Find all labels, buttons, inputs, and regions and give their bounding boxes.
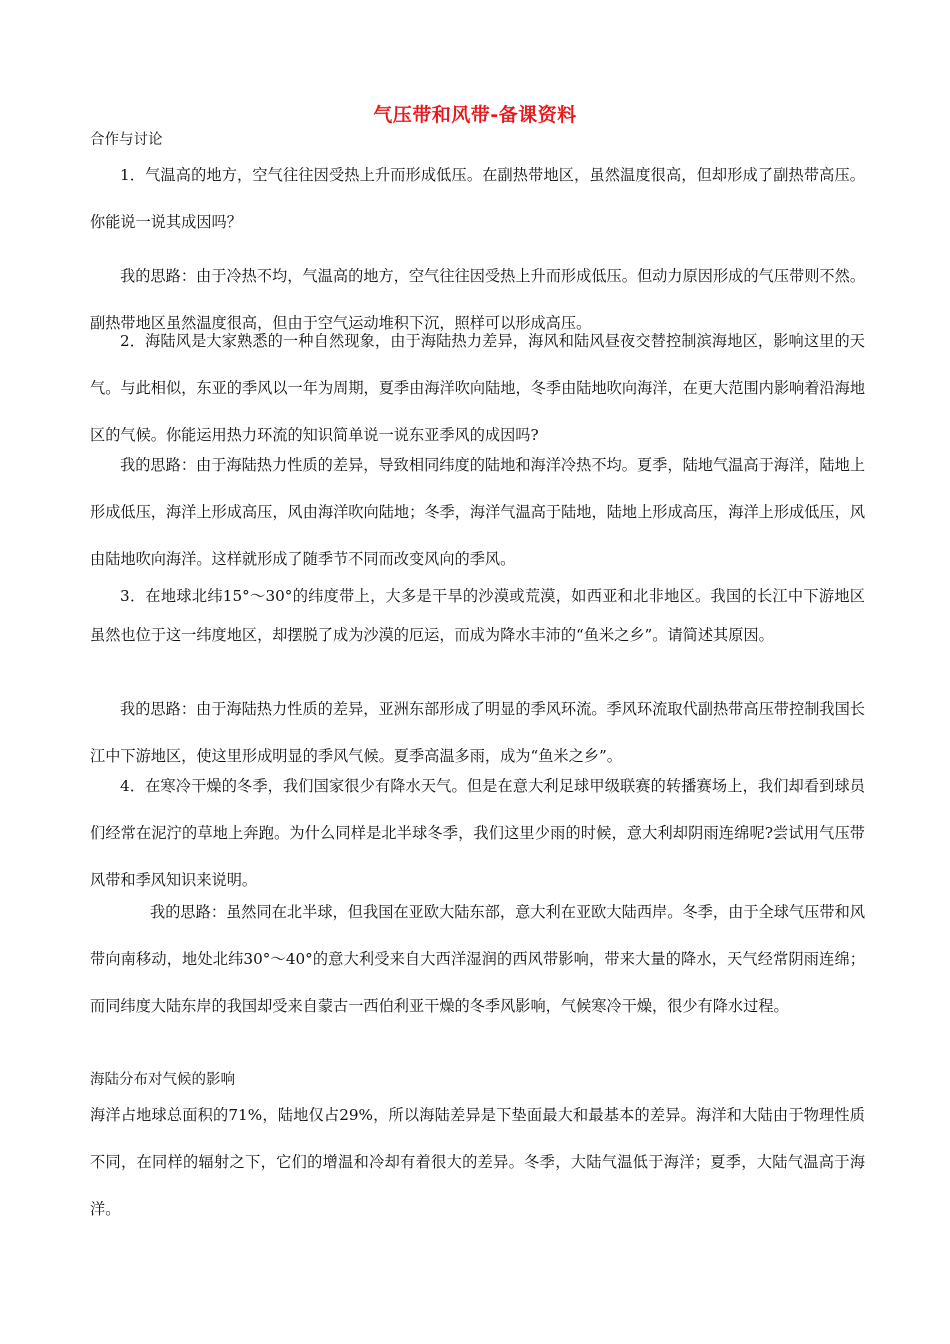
question-1: 1．气温高的地方，空气往往因受热上升而形成低压。在副热带地区，虽然温度很高，但却形成了副热带高压。你能说一说其成因吗？ [90, 166, 865, 231]
question-3: 3．在地球北纬15°～30°的纬度带上，大多是干旱的沙漠或荒漠，如西亚和北非地区。我国的长江中下游地区虽然也位于这一纬度地区，却摆脱了成为沙漠的厄运，而成为降水丰沛的“鱼米之乡”。请简述其原因。 [90, 587, 865, 644]
answer-2: 我的思路：由于海陆热力性质的差异，导致相同纬度的陆地和海洋冷热不均。夏季，陆地气温高于海洋，陆地上形成低压，海洋上形成高压，风由海洋吹向陆地；冬季，海洋气温高于陆地，陆地上形成高压，海洋上形成低压，风由陆地吹向海洋。这样就形成了随季节不同而改变风向的季风。 [90, 456, 865, 568]
answer-3: 我的思路：由于海陆热力性质的差异，亚洲东部形成了明显的季风环流。季风环流取代副热带高压带控制我国长江中下游地区，使这里形成明显的季风气候。夏季高温多雨，成为“鱼米之乡”。 [90, 700, 865, 765]
paragraph-land-sea: 海洋占地球总面积的71%，陆地仅占29%，所以海陆差异是下垫面最大和最基本的差异。海洋和大陆由于物理性质不同，在同样的辐射之下，它们的增温和冷却有着很大的差异。冬季，大陆气温低于海洋；夏季，大陆气温高于海洋。 [90, 1106, 865, 1218]
answer-1: 我的思路：由于冷热不均，气温高的地方，空气往往因受热上升而形成低压。但动力原因形成的气压带则不然。副热带地区虽然温度很高，但由于空气运动堆积下沉，照样可以形成高压。 [90, 267, 865, 332]
section-heading-land-sea: 海陆分布对气候的影响 [90, 1072, 235, 1088]
answer-4: 我的思路：虽然同在北半球，但我国在亚欧大陆东部，意大利在亚欧大陆西岸。冬季，由于全球气压带和风带向南移动，地处北纬30°～40°的意大利受来自大西洋湿润的西风带影响，带来大量的降水，天气经常阴雨连绵；而同纬度大陆东岸的我国却受来自蒙古一西伯利亚干燥的冬季风影响，气候寒冷干燥，很少有降水过程。 [90, 903, 865, 1015]
section-heading-discussion: 合作与讨论 [90, 132, 163, 148]
question-4: 4．在寒冷干燥的冬季，我们国家很少有降水天气。但是在意大利足球甲级联赛的转播赛场上，我们却看到球员们经常在泥泞的草地上奔跑。为什么同样是北半球冬季，我们这里少雨的时候，意大利却阴雨连绵呢?尝试用气压带风带和季风知识来说明。 [90, 777, 865, 889]
question-2: 2．海陆风是大家熟悉的一种自然现象，由于海陆热力差异，海风和陆风昼夜交替控制滨海地区，影响这里的天气。与此相似，东亚的季风以一年为周期，夏季由海洋吹向陆地，冬季由陆地吹向海洋，在更大范围内影响着沿海地区的气候。你能运用热力环流的知识简单说一说东亚季风的成因吗? [90, 332, 865, 444]
document-title: 气压带和风带-备课资料 [373, 104, 577, 126]
